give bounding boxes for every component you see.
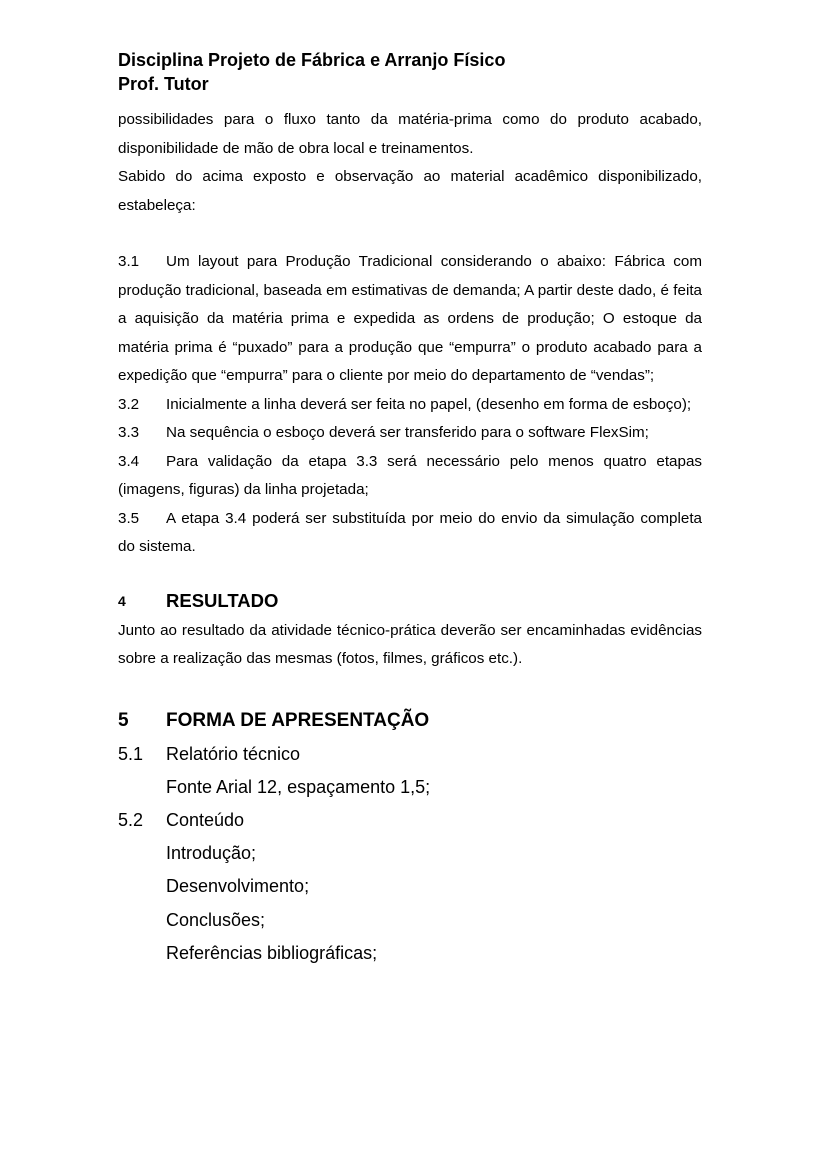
item-text: Na sequência o esboço deverá ser transferido para o software FlexSim;: [166, 424, 649, 441]
item-text: Inicialmente a linha deverá ser feita no papel, (desenho em forma de esboço);: [166, 395, 692, 413]
intro-paragraph-2: Sabido do acima exposto e observação ao material acadêmico disponibilizado, estabeleça:: [118, 168, 702, 214]
subsection-line: Desenvolvimento;: [166, 876, 310, 897]
item-number: 3.3: [118, 424, 140, 441]
section-4-heading: [118, 587, 702, 615]
item-number: 3.2: [118, 395, 140, 413]
subsection-line: Fonte Arial 12, espaçamento 1,5;: [166, 776, 431, 797]
section-number: 4: [118, 592, 126, 609]
section-5-heading: [118, 707, 702, 735]
item-text: Para validação da etapa 3.3 será necessário pelo menos quatro etapas (imagens, figuras) da linha projetada;: [118, 452, 702, 498]
subsection-title: Conteúdo: [166, 809, 245, 830]
item-3-3: [118, 419, 702, 448]
item-text: Um layout para Produção Tradicional considerando o abaixo: Fábrica com produção tradicional, baseada em estimativas de demanda; A partir deste dado, é feita a aquisição da matéria prima e expedida as ordens de produção; O estoque da matéria prima é “puxado” para a produção que “empurra” o produto acabado para a expedição que “empurra” para o cliente por meio do departamento de “vendas”;: [118, 253, 702, 384]
item-3-4: [118, 448, 702, 505]
item-number: 3.5: [118, 509, 140, 527]
item-3-2: [118, 391, 702, 420]
item-number: 3.4: [118, 452, 140, 470]
item-3-5: [118, 505, 702, 562]
subsection-5-2: [118, 804, 702, 837]
section-title: RESULTADO: [166, 589, 279, 611]
section-title: FORMA DE APRESENTAÇÃO: [166, 709, 430, 731]
intro-paragraph-1: possibilidades para o fluxo tanto da matéria-prima como do produto acabado, disponibilidade de mão de obra local e treinamentos.: [118, 111, 702, 157]
subsection-title: Relatório técnico: [166, 743, 301, 764]
subsection-line: Referências bibliográficas;: [166, 942, 378, 963]
section-4-text: Junto ao resultado da atividade técnico-prática deverão ser encaminhadas evidências sobre a realização das mesmas (fotos, filmes, gráficos etc.).: [118, 621, 702, 667]
subsection-line: Introdução;: [166, 843, 257, 864]
subsection-line: Conclusões;: [166, 909, 266, 930]
document-page: [118, 46, 702, 970]
item-3-1: [118, 248, 702, 391]
section-number: 5: [118, 709, 129, 731]
tutor-label: Prof. Tutor: [118, 74, 209, 94]
subsection-5-1: [118, 738, 702, 771]
item-text: A etapa 3.4 poderá ser substituída por meio do envio da simulação completa do sistema.: [118, 509, 702, 555]
item-number: 3.1: [118, 253, 140, 270]
discipline-title: Disciplina Projeto de Fábrica e Arranjo Físico: [118, 50, 506, 70]
subsection-number: 5.1: [118, 743, 144, 764]
subsection-number: 5.2: [118, 809, 144, 830]
